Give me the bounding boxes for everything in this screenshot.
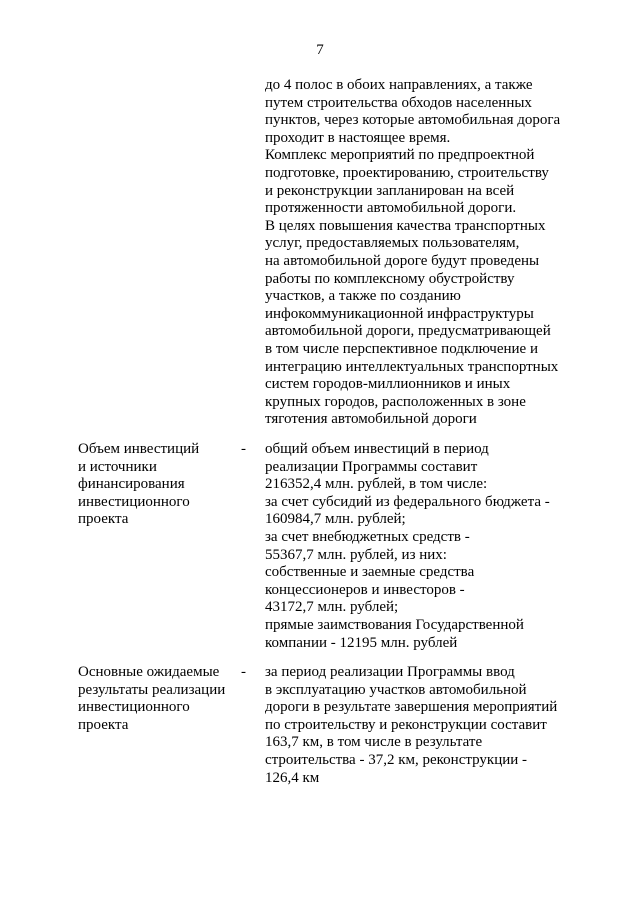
text-line: инфокоммуникационной инфраструктуры xyxy=(265,305,534,322)
row-label-expected-results xyxy=(78,664,225,734)
text-line: протяженности автомобильной дороги. xyxy=(265,200,517,217)
row-value-expected-results xyxy=(265,664,557,787)
text-line: крупных городов, расположенных в зоне xyxy=(265,393,526,410)
text-line: финансирования xyxy=(78,476,185,493)
row-label-investment-volume xyxy=(78,441,199,529)
text-line: В целях повышения качества транспортных xyxy=(265,217,546,234)
text-line: Объем инвестиций xyxy=(78,441,200,457)
text-line: проекта xyxy=(78,716,129,733)
text-line: собственные и заемные средства xyxy=(265,564,475,581)
text-line: реализации Программы составит xyxy=(265,458,478,475)
text-line: проходит в настоящее время. xyxy=(265,129,451,146)
text-line: 216352,4 млн. рублей, в том числе: xyxy=(265,476,488,493)
text-line: компании - 12195 млн. рублей xyxy=(265,634,458,651)
text-line: концессионеров и инвесторов - xyxy=(265,581,465,598)
text-line: 163,7 км, в том числе в результате xyxy=(265,734,483,751)
text-line: в том числе перспективное подключение и xyxy=(265,340,538,357)
text-line: прямые заимствования Государственной xyxy=(265,616,524,633)
text-line: 55367,7 млн. рублей, из них: xyxy=(265,546,447,563)
text-line: подготовке, проектированию, строительству xyxy=(265,164,549,181)
text-line: пунктов, через которые автомобильная дорога xyxy=(265,112,561,129)
text-line: дороги в результате завершения мероприятий xyxy=(265,699,558,716)
text-line: за счет субсидий из федерального бюджета - xyxy=(265,493,550,510)
row-dash: - xyxy=(241,441,246,457)
text-line: инвестиционного xyxy=(78,493,190,510)
text-line: по строительству и реконструкции составит xyxy=(265,716,547,733)
row-value-investment-volume xyxy=(265,441,550,652)
text-line: на автомобильной дороге будут проведены xyxy=(265,252,540,269)
text-line: систем городов-миллионников и иных xyxy=(265,376,511,393)
text-line: услуг, предоставляемых пользователям, xyxy=(265,235,520,252)
text-line: 43172,7 млн. рублей; xyxy=(265,599,399,616)
text-line: путем строительства обходов населенных xyxy=(265,94,532,111)
row-dash: - xyxy=(241,664,246,680)
text-line: и реконструкции запланирован на всей xyxy=(265,182,515,199)
continuation-text xyxy=(265,77,560,429)
text-line: строительства - 37,2 км, реконструкции - xyxy=(265,751,528,768)
text-line: 126,4 км xyxy=(265,769,320,786)
text-line: результаты реализации xyxy=(78,681,226,698)
text-line: и источники xyxy=(78,458,157,475)
page-number: 7 xyxy=(316,42,324,58)
text-line: Комплекс мероприятий по предпроектной xyxy=(265,147,535,164)
text-line: работы по комплексному обустройству xyxy=(265,270,515,287)
text-line: инвестиционного xyxy=(78,699,190,716)
text-line: Основные ожидаемые xyxy=(78,664,220,680)
text-line: проекта xyxy=(78,511,129,528)
text-line: тяготения автомобильной дороги xyxy=(265,411,477,428)
text-line: за период реализации Программы ввод xyxy=(265,664,515,680)
text-line: до 4 полос в обоих направлениях, а также xyxy=(265,77,533,93)
text-line: общий объем инвестиций в период xyxy=(265,441,489,457)
text-line: автомобильной дороги, предусматривающей xyxy=(265,323,551,340)
text-line: в эксплуатацию участков автомобильной xyxy=(265,681,527,698)
text-line: интеграцию интеллектуальных транспортных xyxy=(265,358,559,375)
text-line: участков, а также по созданию xyxy=(265,288,461,305)
text-line: 160984,7 млн. рублей; xyxy=(265,511,406,528)
text-line: за счет внебюджетных средств - xyxy=(265,528,470,545)
